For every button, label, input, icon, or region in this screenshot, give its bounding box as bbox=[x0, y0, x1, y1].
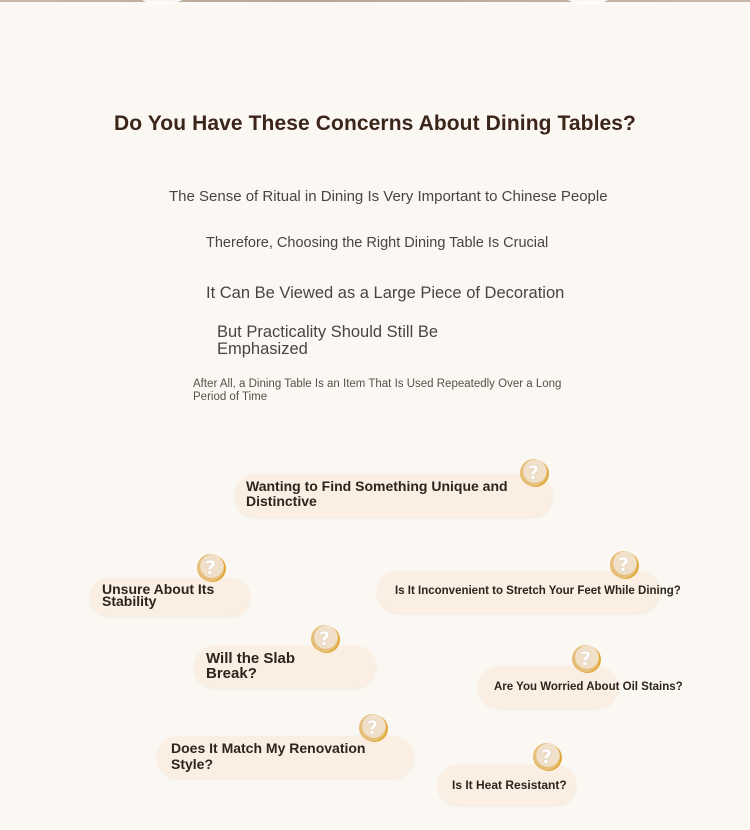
question-mark-icon: ? bbox=[520, 459, 547, 486]
intro-line-choosing: Therefore, Choosing the Right Dining Table Is Crucial bbox=[206, 235, 549, 251]
concern-text: Unsure About Its Stability bbox=[102, 581, 215, 609]
intro-line-repeated-use: After All, a Dining Table Is an Item That Is Used Repeatedly Over a Long Period of Time bbox=[193, 378, 562, 403]
concern-bubble-heat bbox=[438, 765, 576, 805]
intro-line-practicality: But Practicality Should Still Be Emphasized bbox=[217, 323, 439, 358]
top-highlight bbox=[568, 0, 608, 4]
concern-text: Is It Inconvenient to Stretch Your Feet While Dining? bbox=[395, 585, 681, 597]
question-mark-icon: ? bbox=[572, 645, 599, 672]
question-mark-icon: ? bbox=[359, 714, 386, 741]
question-mark-icon: ? bbox=[533, 743, 560, 770]
concern-text: Wanting to Find Something Unique and Distinctive bbox=[246, 478, 508, 509]
concern-bubble-stability bbox=[90, 578, 250, 616]
question-mark-icon: ? bbox=[311, 625, 338, 652]
concern-bubble-slab bbox=[194, 646, 376, 688]
concern-text: Does It Match My Renovation Style? bbox=[171, 740, 366, 772]
question-mark-icon: ? bbox=[197, 554, 224, 581]
intro-line-ritual: The Sense of Ritual in Dining Is Very Important to Chinese People bbox=[169, 188, 608, 205]
concern-text: Are You Worried About Oil Stains? bbox=[494, 681, 683, 693]
concern-bubble-style-match bbox=[157, 736, 414, 778]
concern-bubble-oil-stains bbox=[478, 666, 683, 708]
page-title: Do You Have These Concerns About Dining Tables? bbox=[114, 112, 636, 135]
concern-text: Will the Slab Break? bbox=[206, 650, 296, 682]
intro-line-decoration: It Can Be Viewed as a Large Piece of Decoration bbox=[206, 284, 565, 302]
concern-text: Is It Heat Resistant? bbox=[452, 778, 567, 792]
question-mark-icon: ? bbox=[610, 551, 637, 578]
concern-bubble-legroom bbox=[377, 571, 681, 613]
top-divider bbox=[0, 0, 750, 2]
concern-bubble-unique bbox=[235, 474, 553, 517]
top-highlight bbox=[142, 0, 182, 4]
